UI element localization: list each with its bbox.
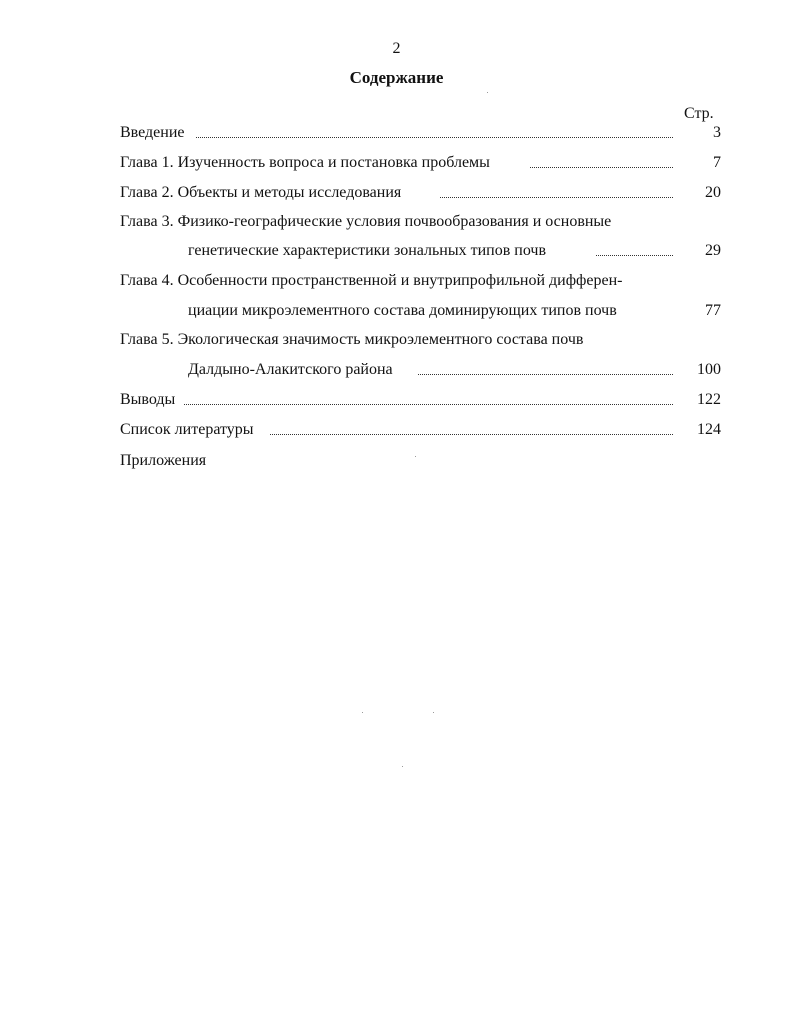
toc-entry-page: 3	[713, 124, 721, 141]
page-number: 2	[392, 40, 401, 57]
toc-entry-page: 124	[697, 421, 721, 438]
toc-entry-text: Глава 5. Экологическая значимость микроэлементного состава почв	[120, 331, 584, 348]
scan-speck	[433, 712, 434, 713]
dot-leader	[196, 137, 673, 138]
toc-entry-chapter-5-line-2	[188, 359, 721, 381]
dot-leader	[184, 404, 673, 405]
toc-entry-page: 7	[713, 154, 721, 171]
scan-speck	[487, 92, 488, 93]
toc-entry-chapter-3-line-1	[120, 211, 721, 233]
dot-leader	[596, 255, 673, 256]
toc-entry-text: Выводы	[120, 391, 176, 408]
toc-entry-text: Глава 3. Физико-географические условия почвообразования и основные	[120, 213, 612, 230]
scan-speck	[362, 712, 363, 713]
toc-entry-page: 122	[697, 391, 721, 408]
dot-leader	[530, 167, 673, 168]
toc-entry-text: генетические характеристики зональных типов почв	[188, 242, 547, 259]
dot-leader	[440, 197, 673, 198]
dot-leader	[270, 434, 673, 435]
toc-entry-appendices	[120, 450, 721, 472]
toc-entry-text: Список литературы	[120, 421, 254, 438]
toc-entry-page: 29	[705, 242, 721, 259]
toc-entry-text: Глава 1. Изученность вопроса и постановка проблемы	[120, 154, 490, 171]
toc-entry-page: 100	[697, 361, 721, 378]
toc-entry-chapter-1	[120, 152, 721, 174]
toc-entry-text: Введение	[120, 124, 185, 141]
toc-entry-chapter-5-line-1	[120, 329, 721, 351]
toc-entry-text: Далдыно-Алакитского района	[188, 361, 393, 378]
toc-entry-chapter-4-line-1	[120, 270, 721, 292]
toc-entry-text: Глава 4. Особенности пространственной и внутрипрофильной дифферен-	[120, 272, 623, 289]
toc-entry-page: 20	[705, 184, 721, 201]
dot-leader	[418, 374, 673, 375]
toc-entry-text: Приложения	[120, 452, 207, 469]
toc-entry-chapter-3-line-2	[188, 240, 721, 262]
toc-entry-references	[120, 419, 721, 441]
toc-entry-text: Глава 2. Объекты и методы исследования	[120, 184, 402, 201]
scan-speck	[415, 456, 416, 457]
scan-speck	[402, 766, 403, 767]
toc-entry-conclusions	[120, 389, 721, 411]
page-column-header: Стр.	[684, 105, 714, 122]
toc-entry-page: 77	[705, 302, 721, 319]
toc-entry-chapter-2	[120, 182, 721, 204]
toc-entry-chapter-4-line-2	[188, 300, 721, 322]
toc-entry-text: циации микроэлементного состава доминирующих типов почв	[188, 302, 617, 319]
toc-entry-introduction	[120, 122, 721, 144]
page-title: Содержание	[349, 68, 444, 87]
